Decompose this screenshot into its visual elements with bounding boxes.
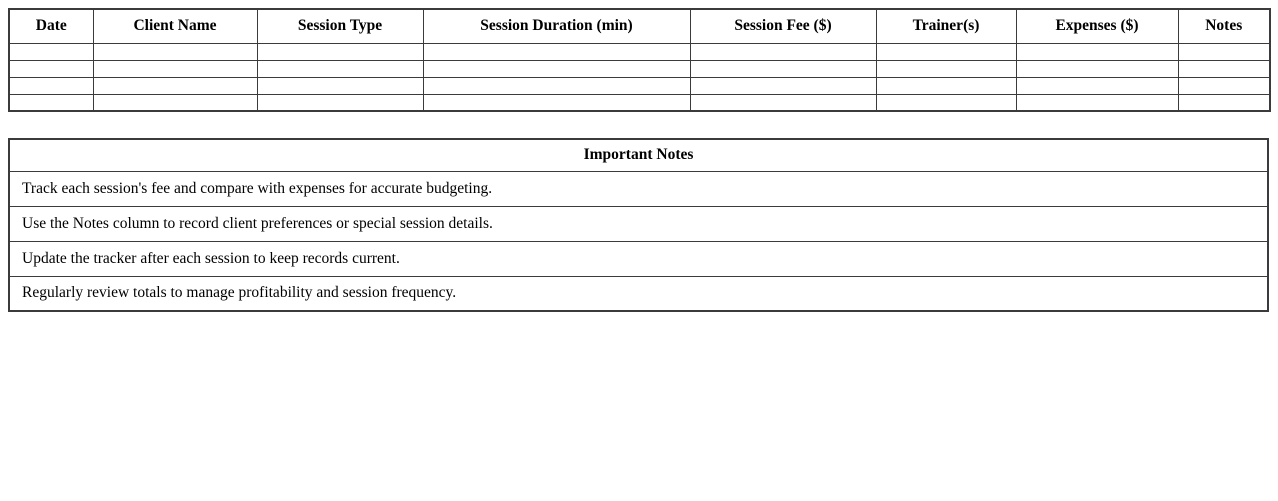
column-header-expenses: Expenses ($) bbox=[1016, 9, 1178, 43]
empty-cell bbox=[1178, 43, 1270, 60]
tracker-header-row bbox=[9, 9, 1270, 43]
empty-cell bbox=[876, 94, 1016, 111]
note-row bbox=[9, 241, 1268, 276]
empty-cell bbox=[1178, 94, 1270, 111]
important-notes-table bbox=[8, 138, 1269, 312]
note-item: Update the tracker after each session to keep records current. bbox=[9, 241, 1268, 276]
column-header-notes: Notes bbox=[1178, 9, 1270, 43]
note-row bbox=[9, 171, 1268, 206]
notes-section-title: Important Notes bbox=[9, 139, 1268, 171]
empty-cell bbox=[690, 94, 876, 111]
note-item: Track each session's fee and compare with expenses for accurate budgeting. bbox=[9, 171, 1268, 206]
session-tracker-table bbox=[8, 8, 1271, 112]
column-header-session-fee: Session Fee ($) bbox=[690, 9, 876, 43]
column-header-trainers: Trainer(s) bbox=[876, 9, 1016, 43]
empty-cell bbox=[876, 43, 1016, 60]
tracker-empty-row bbox=[9, 77, 1270, 94]
column-header-session-type: Session Type bbox=[257, 9, 423, 43]
tracker-empty-row bbox=[9, 94, 1270, 111]
empty-cell bbox=[9, 94, 93, 111]
tracker-empty-row bbox=[9, 60, 1270, 77]
column-header-date: Date bbox=[9, 9, 93, 43]
empty-cell bbox=[1178, 60, 1270, 77]
empty-cell bbox=[690, 77, 876, 94]
empty-cell bbox=[423, 94, 690, 111]
empty-cell bbox=[257, 60, 423, 77]
note-row bbox=[9, 276, 1268, 311]
empty-cell bbox=[423, 60, 690, 77]
empty-cell bbox=[93, 94, 257, 111]
empty-cell bbox=[690, 43, 876, 60]
empty-cell bbox=[9, 60, 93, 77]
note-item: Regularly review totals to manage profitability and session frequency. bbox=[9, 276, 1268, 311]
note-row bbox=[9, 206, 1268, 241]
notes-header-row bbox=[9, 139, 1268, 171]
empty-cell bbox=[1178, 77, 1270, 94]
empty-cell bbox=[257, 43, 423, 60]
empty-cell bbox=[1016, 60, 1178, 77]
empty-cell bbox=[876, 60, 1016, 77]
empty-cell bbox=[9, 43, 93, 60]
empty-cell bbox=[690, 60, 876, 77]
empty-cell bbox=[876, 77, 1016, 94]
column-header-session-duration: Session Duration (min) bbox=[423, 9, 690, 43]
empty-cell bbox=[93, 60, 257, 77]
empty-cell bbox=[423, 77, 690, 94]
empty-cell bbox=[423, 43, 690, 60]
column-header-client-name: Client Name bbox=[93, 9, 257, 43]
tracker-empty-row bbox=[9, 43, 1270, 60]
empty-cell bbox=[257, 77, 423, 94]
empty-cell bbox=[93, 77, 257, 94]
empty-cell bbox=[9, 77, 93, 94]
note-item: Use the Notes column to record client preferences or special session details. bbox=[9, 206, 1268, 241]
empty-cell bbox=[257, 94, 423, 111]
empty-cell bbox=[1016, 94, 1178, 111]
empty-cell bbox=[1016, 77, 1178, 94]
empty-cell bbox=[93, 43, 257, 60]
empty-cell bbox=[1016, 43, 1178, 60]
